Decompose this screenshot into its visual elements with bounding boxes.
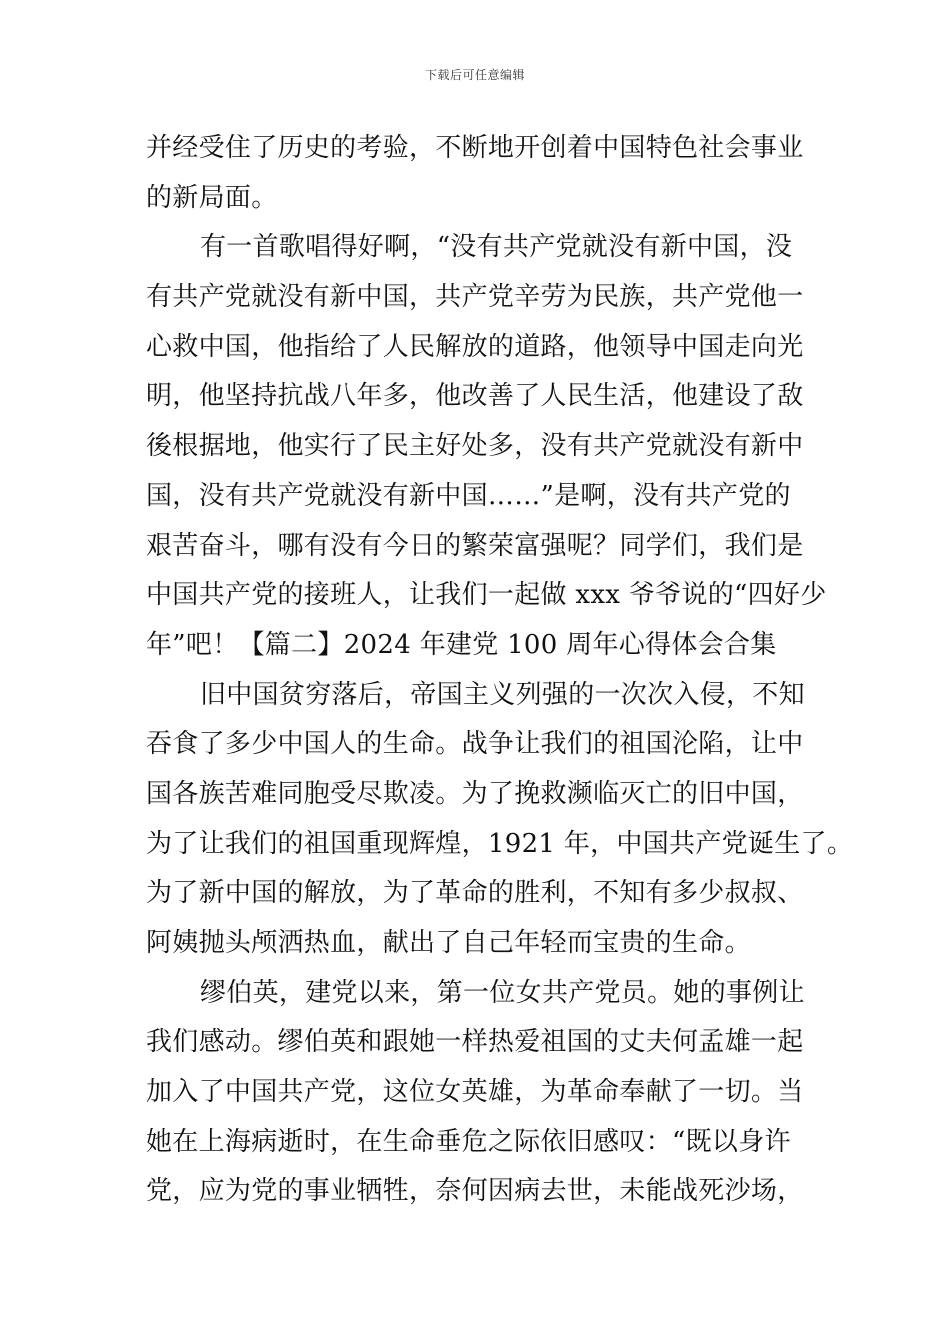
paragraph-start-line: 旧中国贫穷落后，帝国主义列强的一次次入侵，不知 xyxy=(200,679,805,710)
text-line: 为了新中国的解放，为了革命的胜利，不知有多少叔叔、 xyxy=(146,878,804,909)
text-line: 吞食了多少中国人的生命。战争让我们的祖国沦陷，让中 xyxy=(146,729,804,760)
text-line: 的新局面。 xyxy=(146,182,278,213)
page-header: 下载后可任意编辑 xyxy=(424,68,525,82)
text-line: 国，没有共产党就没有新中国……”是啊，没有共产党的 xyxy=(146,480,791,511)
text-line: 心救中国，他指给了人民解放的道路，他领导中国走向光 xyxy=(146,331,804,362)
text-line: 党，应为党的事业牺牲，奈何因病去世，未能战死沙场， xyxy=(146,1176,804,1207)
text-line: 艰苦奋斗，哪有没有今日的繁荣富强呢？同学们，我们是 xyxy=(146,530,804,561)
text-line: 国各族苦难同胞受尽欺凌。为了挽救濒临灭亡的旧中国， xyxy=(146,778,804,809)
text-line: 我们感动。缪伯英和跟她一样热爱祖国的丈夫何孟雄一起 xyxy=(146,1027,804,1058)
text-line: 年”吧！【篇二】2024 年建党 100 周年心得体会合集 xyxy=(146,629,777,660)
text-line: 中国共产党的接班人，让我们一起做 xxx 爷爷说的“四好少 xyxy=(146,580,827,611)
text-line: 阿姨抛头颅洒热血，献出了自己年轻而宝贵的生命。 xyxy=(146,928,751,958)
text-line: 并经受住了历史的考验，不断地开创着中国特色社会事业 xyxy=(146,133,804,163)
paragraph-start-line: 有一首歌唱得好啊，“没有共产党就没有新中国，没 xyxy=(200,232,793,263)
text-line: 明，他坚持抗战八年多，他改善了人民生活，他建设了敌 xyxy=(146,381,804,412)
paragraph-start-line: 缪伯英，建党以来，第一位女共产党员。她的事例让 xyxy=(200,977,805,1008)
text-line: 她在上海病逝时，在生命垂危之际依旧感叹：“既以身许 xyxy=(146,1126,791,1157)
text-line: 为了让我们的祖国重现辉煌，1921 年，中国共产党诞生了。 xyxy=(146,828,854,859)
text-line: 加入了中国共产党，这位女英雄，为革命奉献了一切。当 xyxy=(146,1077,804,1108)
text-line: 有共产党就没有新中国，共产党辛劳为民族，共产党他一 xyxy=(146,282,804,313)
body-text xyxy=(146,124,854,1217)
text-line: 後根据地，他实行了民主好处多，没有共产党就没有新中 xyxy=(146,431,804,462)
